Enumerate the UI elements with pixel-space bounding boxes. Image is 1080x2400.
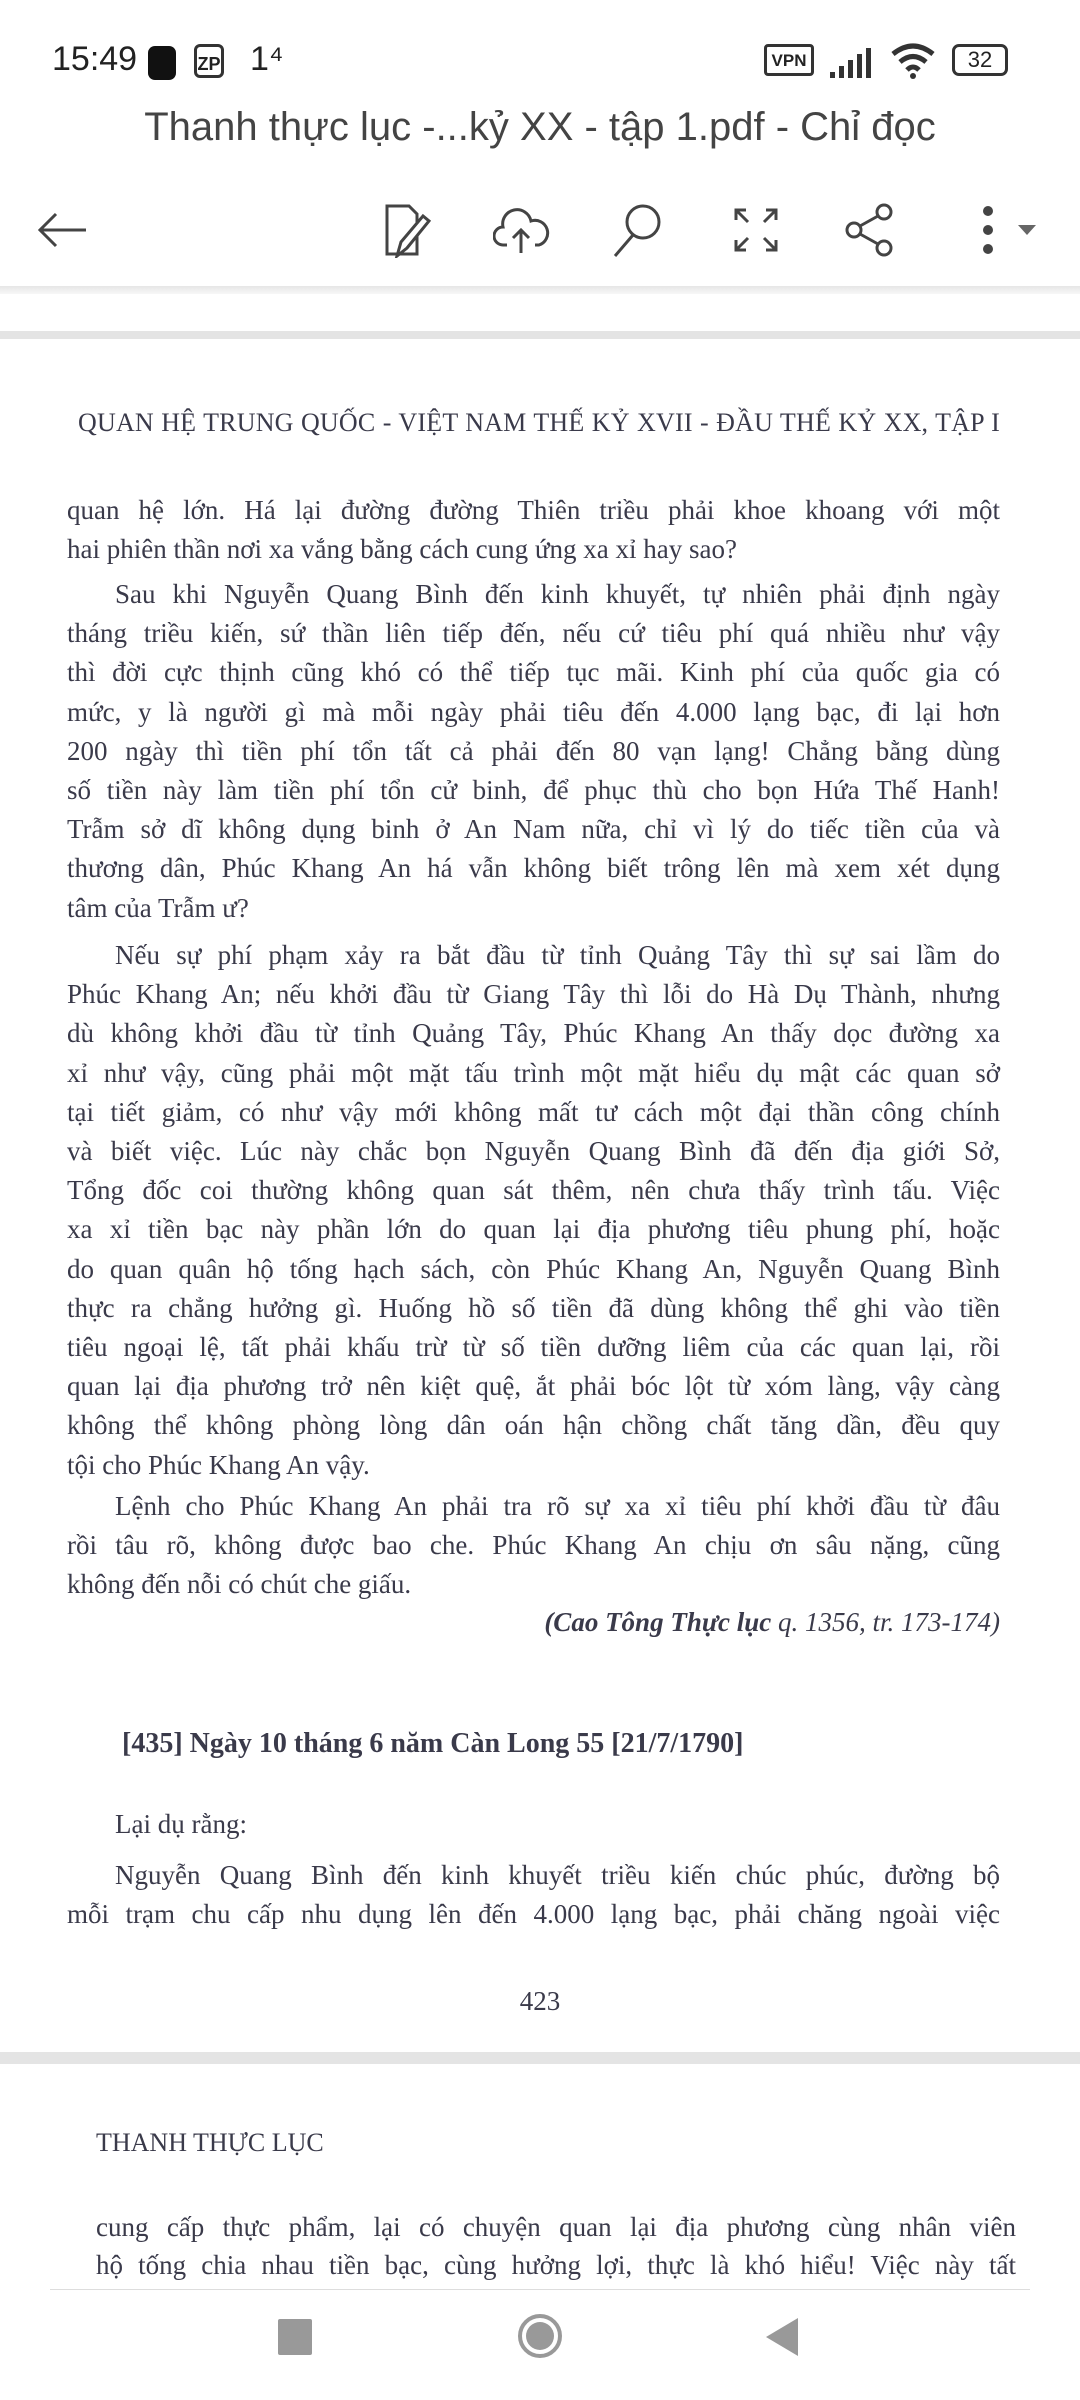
text-line: tiêu ngoại lệ, tất phải khấu trừ từ số tiền dưỡng liêm của các quan lại, rồi	[67, 1332, 1000, 1363]
text-line: mỗi trạm chu cấp nhu dụng lên đến 4.000 lạng bạc, phải chăng ngoài việc	[67, 1899, 1000, 1930]
status-bar	[0, 40, 1080, 92]
text-line: Phúc Khang An; nếu khởi đầu từ Giang Tây thì lỗi do Hà Dụ Thành, nhưng	[67, 979, 1000, 1010]
running-head: THANH THỰC LỤC	[96, 2128, 324, 2157]
text-line: số tiền này làm tiền phí tổn cử binh, để phục thù cho bọn Hứa Thế Hanh!	[67, 775, 1000, 806]
fullscreen-icon[interactable]	[726, 200, 786, 260]
navigation-bar	[0, 2290, 1080, 2400]
paragraph-3	[67, 936, 1000, 1485]
signal-icon	[828, 46, 876, 78]
text-line: Sau khi Nguyễn Quang Bình đến kinh khuyết, tự nhiên phải định ngày	[115, 579, 1000, 609]
more-icon[interactable]	[962, 200, 1042, 260]
share-icon[interactable]	[840, 200, 900, 260]
wifi-icon	[890, 42, 936, 80]
text-line: Nguyễn Quang Bình đến kinh khuyết triều kiến chúc phúc, đường bộ	[115, 1860, 1000, 1890]
text-line: rồi tâu rõ, không được bao che. Phúc Khang An chịu ơn sâu nặng, cũng	[67, 1530, 1000, 1561]
recents-square-icon[interactable]	[278, 2319, 312, 2355]
edit-document-icon[interactable]	[378, 200, 438, 260]
text-line: không đến nỗi có chút che giấu.	[67, 1569, 412, 1600]
text-line: và biết việc. Lúc này chắc bọn Nguyễn Quang Bình đã đến địa giới Sở,	[67, 1136, 1000, 1167]
paragraph-5	[67, 1805, 1000, 1844]
paragraph-2	[67, 575, 1000, 928]
page-number: 423	[519, 1986, 561, 2016]
citation	[67, 1607, 1000, 1638]
toolbar-divider	[0, 286, 1080, 294]
section-heading: [435] Ngày 10 tháng 6 năm Càn Long 55 [21/7/1790]	[122, 1728, 744, 1759]
page-separator	[0, 2052, 1080, 2064]
text-line: thực ra chẳng hưởng gì. Huống hồ số tiền đã dùng không thể ghi vào tiền	[67, 1292, 1000, 1323]
paragraph-4	[67, 1487, 1000, 1605]
text-line: thì đời cực thịnh cũng khó có thể tiếp tục mãi. Kinh phí của quốc gia có	[67, 657, 1000, 688]
text-line: hộ tống chia nhau tiền bạc, cùng hưởng lợi, thực là khó hiểu! Việc này tất	[96, 2250, 1016, 2280]
text-line: thương dân, Phúc Khang An há vẫn không biết trông lên mà xem xét dụng	[67, 853, 1000, 884]
paragraph-6	[67, 1856, 1000, 1934]
citation-title: (Cao Tông Thực lục	[544, 1607, 772, 1637]
text-line: dù không khởi đầu từ tỉnh Quảng Tây, Phúc Khang An thấy dọc đường xa	[67, 1018, 1000, 1049]
text-line: Tổng đốc coi thường không quan sát thêm, nên chưa thấy trình tấu. Việc	[67, 1175, 1000, 1206]
text-line: quan lại địa phương trở nên kiệt quệ, ắt phải bóc lột từ xóm làng, vậy càng	[67, 1371, 1000, 1402]
toolbar	[0, 190, 1080, 270]
text-line: Nếu sự phí phạm xảy ra bắt đầu từ tỉnh Quảng Tây thì sự sai lầm do	[115, 940, 1000, 970]
document-title: Thanh thực lục -...kỷ XX - tập 1.pdf - Chỉ đọc	[144, 105, 936, 149]
text-line: tại tiết giảm, có như vậy mới không mất tư cách một đại thần công chính	[67, 1096, 1000, 1127]
page-separator	[0, 331, 1080, 339]
paragraph	[96, 2208, 1016, 2290]
text-line: xa xỉ tiền bạc này phần lớn do quan lại địa phương tiêu phung phí, hoặc	[67, 1214, 1000, 1245]
text-line: cung cấp thực phẩm, lại có chuyện quan lại địa phương cùng nhân viên	[96, 2212, 1016, 2242]
notification-icon	[148, 46, 176, 80]
text-line: Trẫm sở dĩ không dụng binh ở An Nam nữa, chỉ vì lý do tiếc tiền của và	[67, 814, 1000, 845]
running-head: QUAN HỆ TRUNG QUỐC - VIỆT NAM THẾ KỶ XVII - ĐẦU THẾ KỶ XX, TẬP I	[78, 408, 1000, 437]
text-line: tội cho Phúc Khang An vậy.	[67, 1449, 370, 1480]
text-line: xỉ như vậy, cũng phải một mặt tấu trình một mặt hiểu dụ mật các quan sở	[67, 1057, 1000, 1088]
zalo-icon: ZP	[194, 44, 224, 78]
text-line: Lại dụ rằng:	[115, 1809, 247, 1839]
text-line: quan hệ lớn. Há lại đường đường Thiên triều phải khoe khoang với một	[67, 495, 1000, 525]
search-icon[interactable]	[608, 200, 668, 260]
back-triangle-icon[interactable]	[764, 2316, 800, 2358]
cloud-upload-icon[interactable]	[492, 200, 552, 260]
text-line: mức, y là người gì mà mỗi ngày phải tiêu đến 4.000 lạng bạc, đi lại hơn	[67, 696, 1000, 727]
back-arrow-icon[interactable]	[32, 200, 92, 260]
home-circle-icon[interactable]	[518, 2314, 562, 2358]
text-line: do quan quân hộ tống hạch sách, còn Phúc Khang An, Nguyễn Quang Bình	[67, 1253, 1000, 1284]
text-line: không thể không phòng lòng dân oán hận chồng chất tăng dần, đều quy	[67, 1410, 1000, 1441]
citation-ref: q. 1356, tr. 173-174)	[771, 1607, 1000, 1637]
notification-count: 1⁴	[250, 40, 284, 78]
paragraph-1	[67, 491, 1000, 569]
text-line: 200 ngày thì tiền phí tổn tất cả phải đến 80 vạn lạng! Chẳng bằng dùng	[67, 735, 1000, 766]
battery-icon: 32	[952, 44, 1008, 76]
text-line: tháng triều kiến, sứ thần liên tiếp đến, nếu cứ tiêu phí quá nhiều như vậy	[67, 618, 1000, 649]
text-line: tâm của Trẫm ư?	[67, 892, 249, 923]
clock: 15:49	[52, 40, 138, 78]
text-line: Lệnh cho Phúc Khang An phải tra rõ sự xa xỉ tiêu phí khởi đầu từ đâu	[115, 1491, 1000, 1521]
text-line: hai phiên thần nơi xa vắng bằng cách cung ứng xa xỉ hay sao?	[67, 534, 737, 565]
vpn-icon: VPN	[764, 44, 814, 76]
